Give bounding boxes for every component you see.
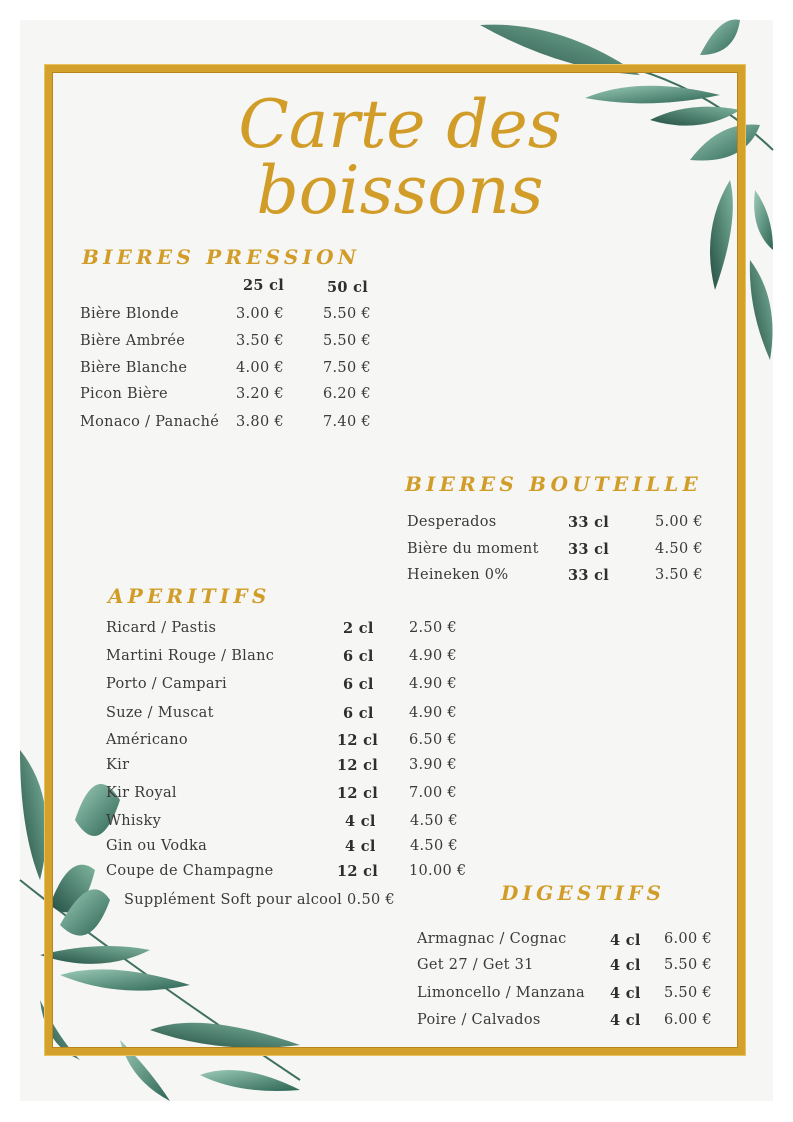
item-name: Poire / Calvados (417, 1012, 541, 1028)
item-size: 4 cl (610, 985, 641, 1002)
item-price-25cl: 3.80 € (236, 414, 284, 430)
item-name: Bière Blanche (80, 360, 188, 376)
item-price-25cl: 3.50 € (236, 333, 284, 349)
item-size: 4 cl (345, 813, 376, 830)
item-price: 4.50 € (655, 541, 703, 557)
item-price-50cl: 7.40 € (323, 414, 371, 430)
item-price: 6.00 € (664, 931, 712, 947)
item-name: Desperados (407, 514, 497, 530)
item-name: Gin ou Vodka (106, 838, 208, 854)
item-price: 4.50 € (410, 838, 458, 854)
item-price-50cl: 7.50 € (323, 360, 371, 376)
item-size: 6 cl (343, 648, 374, 665)
section-heading-digestifs: DIGESTIFS (501, 881, 666, 905)
item-price: 4.90 € (409, 648, 457, 664)
item-price: 3.50 € (655, 567, 703, 583)
item-size: 4 cl (610, 957, 641, 974)
section-heading-bieres-pression: BIERES PRESSION (82, 245, 361, 269)
item-name: Kir Royal (106, 785, 177, 801)
item-size: 4 cl (610, 1012, 641, 1029)
item-price-25cl: 4.00 € (236, 360, 284, 376)
item-size: 33 cl (568, 514, 610, 531)
item-price: 4.90 € (409, 676, 457, 692)
item-price-25cl: 3.20 € (236, 386, 284, 402)
item-size: 4 cl (345, 838, 376, 855)
column-header-50cl: 50 cl (327, 279, 369, 296)
item-price: 4.50 € (410, 813, 458, 829)
item-size: 2 cl (343, 620, 374, 637)
item-name: Suze / Muscat (106, 705, 214, 721)
item-price: 7.00 € (409, 785, 457, 801)
item-name: Monaco / Panaché (80, 414, 220, 430)
item-price: 2.50 € (409, 620, 457, 636)
item-price-25cl: 3.00 € (236, 306, 284, 322)
item-price: 5.00 € (655, 514, 703, 530)
item-name: Américano (106, 732, 188, 748)
item-price-50cl: 5.50 € (323, 306, 371, 322)
item-size: 12 cl (337, 863, 379, 880)
column-header-25cl: 25 cl (243, 277, 285, 294)
item-size: 12 cl (337, 732, 379, 749)
item-size: 33 cl (568, 541, 610, 558)
menu-title-line-1: Carte des (238, 86, 562, 163)
item-size: 12 cl (337, 785, 379, 802)
item-name: Ricard / Pastis (106, 620, 217, 636)
item-price-50cl: 6.20 € (323, 386, 371, 402)
section-heading-aperitifs: APERITIFS (108, 584, 271, 608)
item-name: Whisky (106, 813, 162, 829)
item-size: 4 cl (610, 932, 641, 949)
item-price: 10.00 € (409, 863, 467, 879)
item-name: Bière Blonde (80, 306, 179, 322)
item-price-50cl: 5.50 € (323, 333, 371, 349)
item-price: 6.00 € (664, 1012, 712, 1028)
item-price: 3.90 € (409, 757, 457, 773)
item-name: Martini Rouge / Blanc (106, 648, 275, 664)
menu-title-line-2: boissons (256, 152, 544, 229)
item-size: 12 cl (337, 757, 379, 774)
supplement-note: Supplément Soft pour alcool 0.50 € (124, 892, 395, 908)
item-name: Kir (106, 757, 130, 773)
item-size: 6 cl (343, 705, 374, 722)
item-name: Coupe de Champagne (106, 863, 274, 879)
item-price: 5.50 € (664, 985, 712, 1001)
item-price: 6.50 € (409, 732, 457, 748)
item-name: Picon Bière (80, 386, 168, 402)
item-size: 6 cl (343, 676, 374, 693)
item-name: Bière Ambrée (80, 333, 186, 349)
item-name: Bière du moment (407, 541, 539, 557)
item-name: Porto / Campari (106, 676, 227, 692)
item-name: Heineken 0% (407, 567, 509, 583)
item-price: 4.90 € (409, 705, 457, 721)
item-name: Get 27 / Get 31 (417, 957, 534, 973)
item-name: Armagnac / Cognac (417, 931, 567, 947)
item-name: Limoncello / Manzana (417, 985, 585, 1001)
item-price: 5.50 € (664, 957, 712, 973)
item-size: 33 cl (568, 567, 610, 584)
section-heading-bieres-bouteille: BIERES BOUTEILLE (405, 472, 702, 496)
